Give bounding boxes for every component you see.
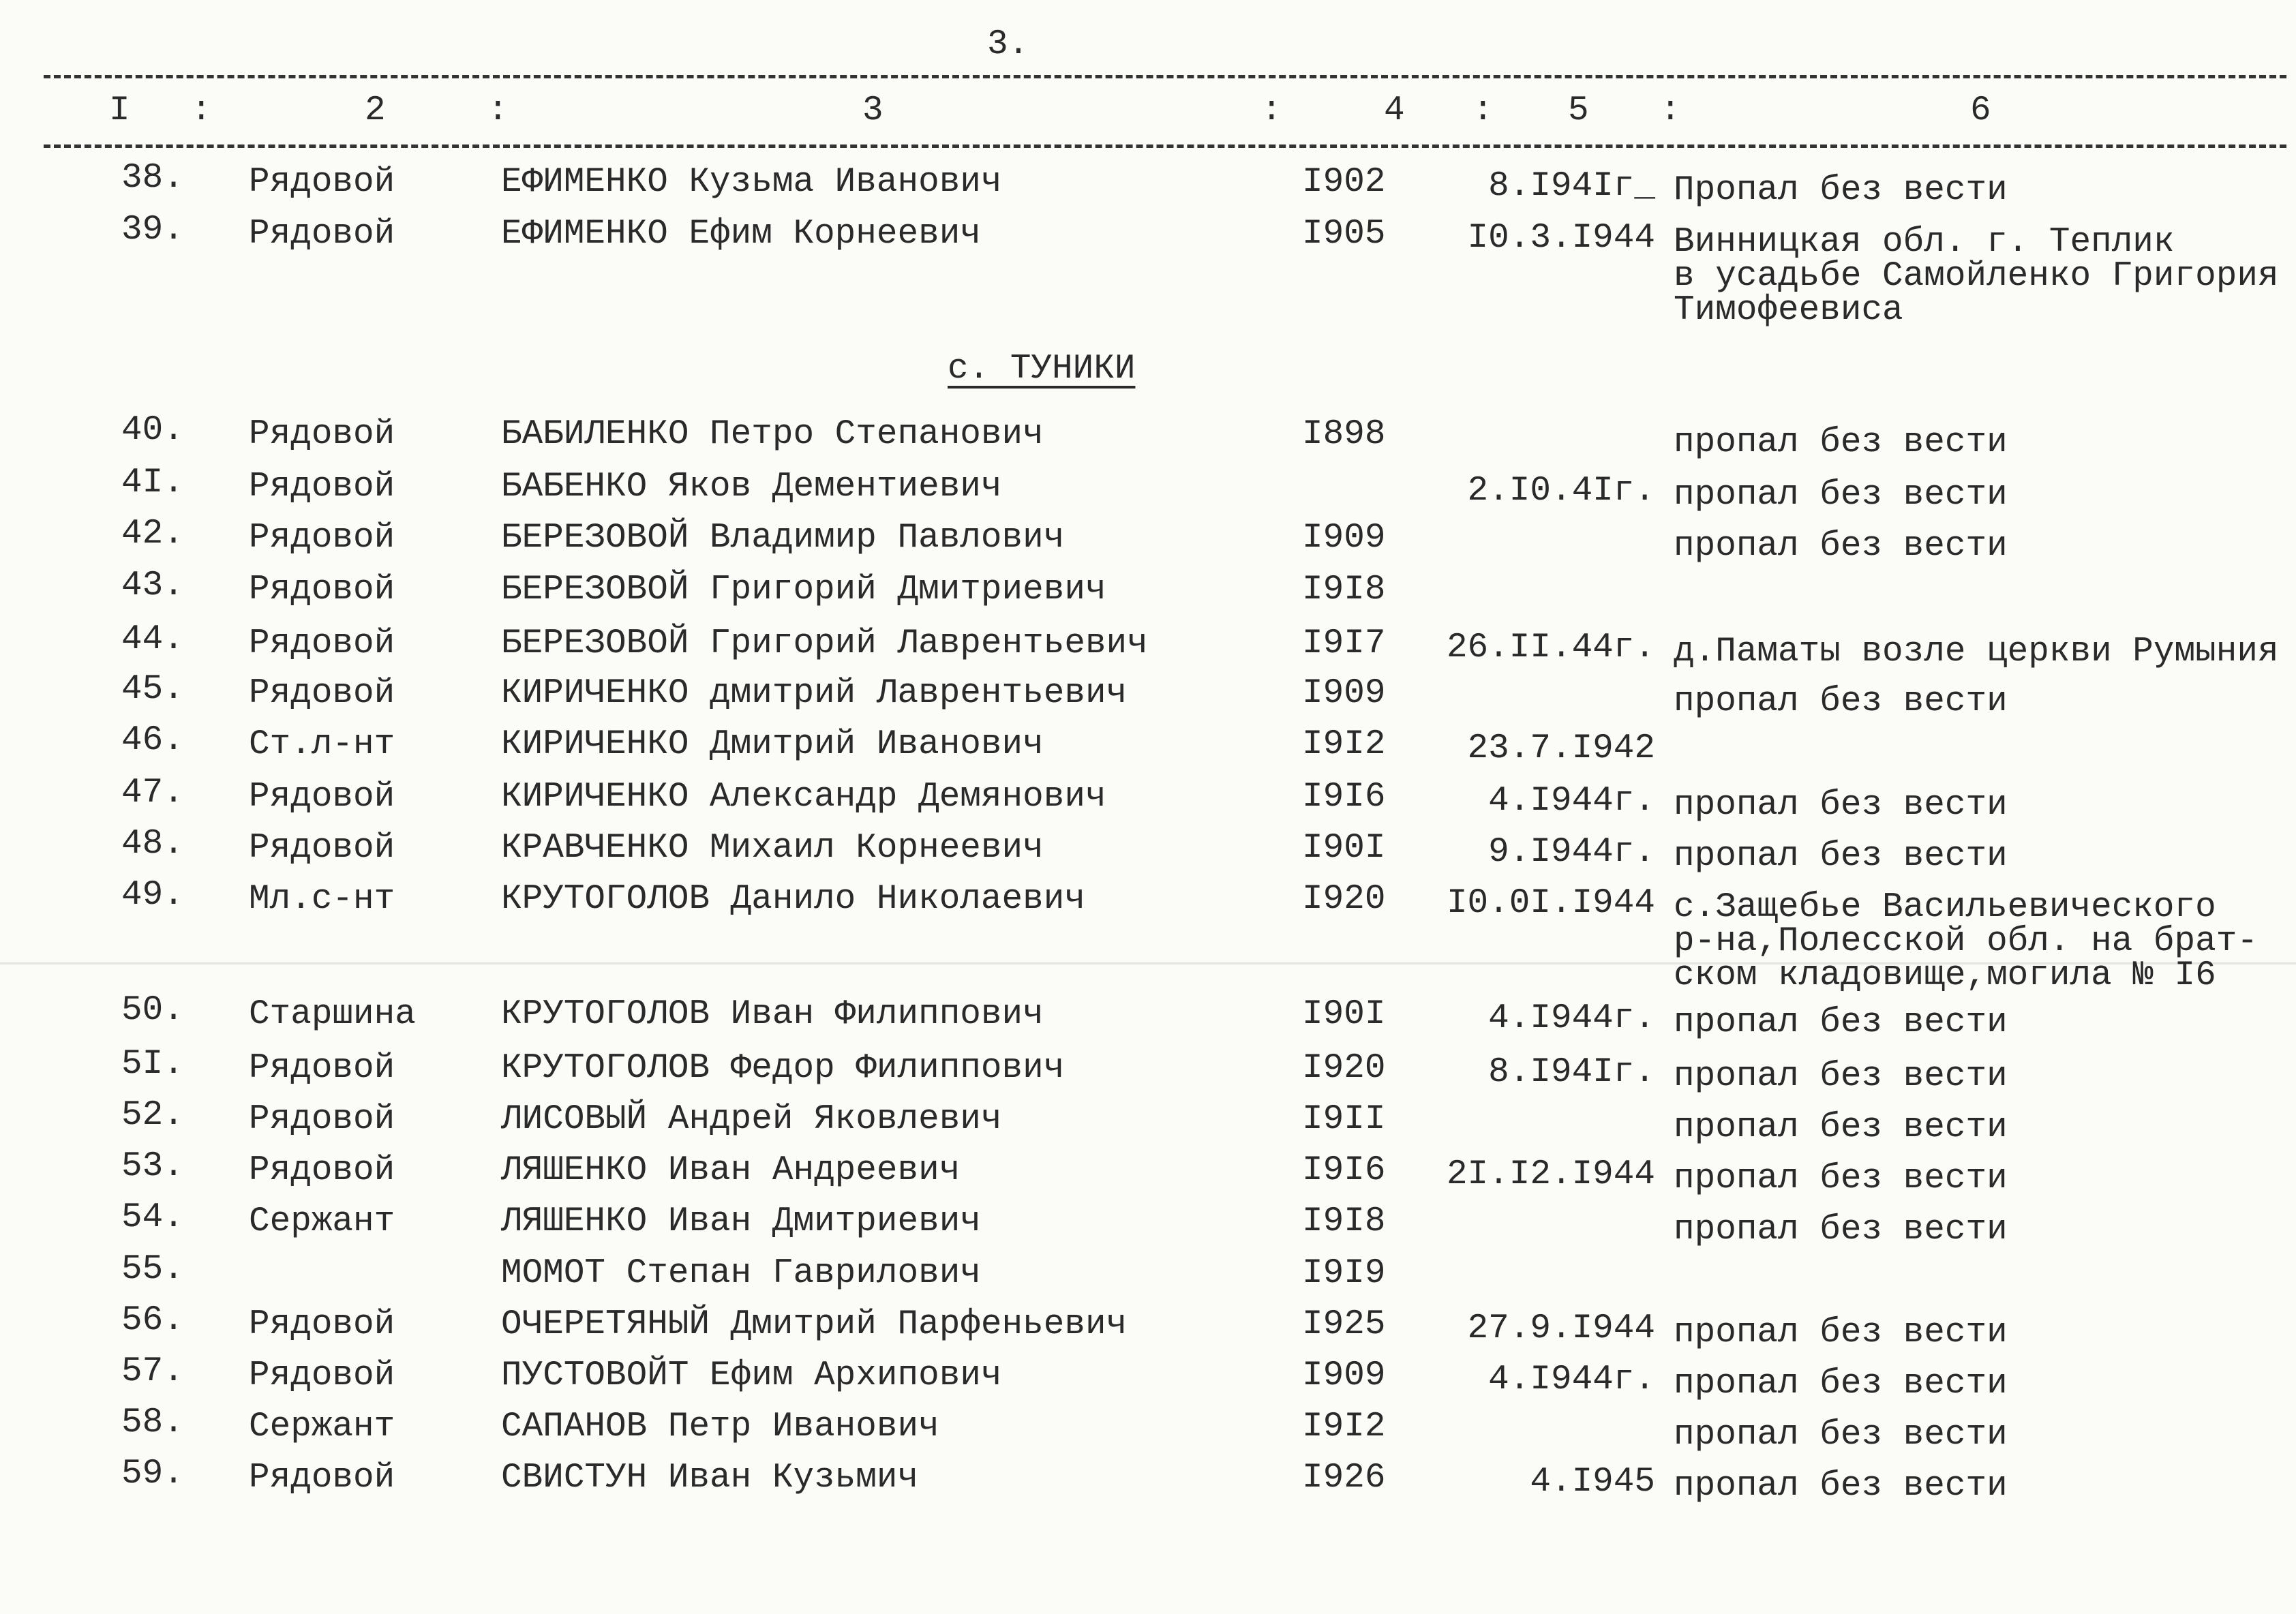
birth-year: I902	[1302, 163, 1386, 202]
row-number: 46.	[121, 721, 184, 760]
full-name: БЕРЕЗОВОЙ Григорий Дмитриевич	[501, 570, 1106, 609]
rank: Рядовой	[249, 468, 395, 506]
fate-or-burial-place: пропал без вести	[1674, 1108, 2008, 1147]
column-header: 6	[1970, 91, 1991, 130]
row-number: 43.	[121, 566, 184, 605]
full-name: БЕРЕЗОВОЙ Владимир Павлович	[501, 519, 1065, 558]
date-of-death: 4.I944г.	[1488, 782, 1655, 821]
row-number: 50.	[121, 991, 184, 1030]
fate-or-burial-place: пропал без вести	[1674, 476, 2008, 515]
row-number: 44.	[121, 620, 184, 659]
full-name: МОМОТ Степан Гаврилович	[501, 1254, 981, 1293]
full-name: ЛИСОВЫЙ Андрей Яковлевич	[501, 1100, 1002, 1139]
birth-year: I9I6	[1302, 778, 1386, 817]
rank: Старшина	[249, 995, 416, 1034]
full-name: ЕФИМЕНКО Кузьма Иванович	[501, 163, 1002, 202]
row-number: 40.	[121, 411, 184, 450]
row-number: 53.	[121, 1147, 184, 1186]
row-number: 48.	[121, 825, 184, 864]
row-number: 54.	[121, 1198, 184, 1237]
fate-or-burial-place: пропал без вести	[1674, 1313, 2008, 1352]
fate-or-burial-place: Пропал без вести	[1674, 171, 2008, 210]
row-number: 49.	[121, 876, 184, 915]
full-name: КРУТОГОЛОВ Данило Николаевич	[501, 880, 1085, 919]
date-of-death: 2.I0.4Iг.	[1467, 472, 1655, 511]
full-name: СВИСТУН Иван Кузьмич	[501, 1459, 919, 1497]
date-of-death: 4.I944г.	[1488, 999, 1655, 1038]
column-separator: :	[191, 91, 212, 130]
rank: Рядовой	[249, 778, 395, 817]
page-number: 3.	[987, 25, 1029, 64]
full-name: БАБИЛЕНКО Петро Степанович	[501, 415, 1044, 454]
birth-year: I898	[1302, 415, 1386, 454]
rank: Рядовой	[249, 1459, 395, 1497]
row-number: 55.	[121, 1250, 184, 1289]
fate-or-burial-place: пропал без вести	[1674, 527, 2008, 566]
date-of-death: 4.I945	[1530, 1463, 1655, 1502]
birth-year: I9I9	[1302, 1254, 1386, 1293]
row-number: 59.	[121, 1455, 184, 1493]
date-of-death: 23.7.I942	[1467, 729, 1655, 768]
full-name: ОЧЕРЕТЯНЫЙ Дмитрий Парфеньевич	[501, 1305, 1128, 1344]
fate-or-burial-place: пропал без вести	[1674, 1467, 2008, 1506]
rank: Рядовой	[249, 163, 395, 202]
row-number: 58.	[121, 1403, 184, 1442]
row-number: 57.	[121, 1352, 184, 1391]
column-header: I	[109, 91, 130, 130]
row-number: 56.	[121, 1301, 184, 1340]
birth-year: I909	[1302, 1356, 1386, 1395]
row-number: 42.	[121, 515, 184, 553]
full-name: ЛЯШЕНКО Иван Андреевич	[501, 1151, 961, 1190]
full-name: КРУТОГОЛОВ Иван Филиппович	[501, 995, 1044, 1034]
fate-or-burial-place: пропал без вести	[1674, 1365, 2008, 1403]
fate-or-burial-place: Тимофеевиса	[1674, 291, 1903, 330]
birth-year: I920	[1302, 1049, 1386, 1088]
column-separator: :	[1472, 91, 1494, 130]
birth-year: I9I8	[1302, 1202, 1386, 1241]
rank: Рядовой	[249, 1049, 395, 1088]
rank: Сержант	[249, 1407, 395, 1446]
fate-or-burial-place: р-на,Полесской обл. на брат-	[1674, 922, 2258, 961]
full-name: КРАВЧЕНКО Михаил Корнеевич	[501, 829, 1044, 868]
rank: Ст.л-нт	[249, 725, 395, 764]
row-number: 4I.	[121, 463, 184, 502]
full-name: КИРИЧЕНКО дмитрий Лаврентьевич	[501, 674, 1128, 713]
birth-year: I920	[1302, 880, 1386, 919]
rank: Мл.с-нт	[249, 880, 395, 919]
birth-year: I90I	[1302, 829, 1386, 868]
date-of-death: 9.I944г.	[1488, 833, 1655, 872]
full-name: БАБЕНКО Яков Дементиевич	[501, 468, 1002, 506]
full-name: КИРИЧЕНКО Дмитрий Иванович	[501, 725, 1044, 764]
row-number: 39.	[121, 211, 184, 249]
full-name: ЕФИМЕНКО Ефим Корнеевич	[501, 215, 981, 254]
fate-or-burial-place: пропал без вести	[1674, 1159, 2008, 1198]
row-number: 38.	[121, 159, 184, 198]
row-number: 45.	[121, 670, 184, 709]
birth-year: I90I	[1302, 995, 1386, 1034]
rank: Рядовой	[249, 674, 395, 713]
fate-or-burial-place: пропал без вести	[1674, 682, 2008, 721]
rank: Рядовой	[249, 1356, 395, 1395]
fate-or-burial-place: ском кладовище,могила № I6	[1674, 956, 2216, 995]
birth-year: I9I2	[1302, 1407, 1386, 1446]
birth-year: I909	[1302, 674, 1386, 713]
fate-or-burial-place: пропал без вести	[1674, 1416, 2008, 1455]
birth-year: I909	[1302, 519, 1386, 558]
date-of-death: 4.I944г.	[1488, 1360, 1655, 1399]
date-of-death: 2I.I2.I944	[1446, 1155, 1655, 1194]
fate-or-burial-place: пропал без вести	[1674, 786, 2008, 825]
birth-year: I905	[1302, 215, 1386, 254]
rank: Рядовой	[249, 1305, 395, 1344]
birth-year: I9II	[1302, 1100, 1386, 1139]
column-header: 5	[1568, 91, 1589, 130]
full-name: КИРИЧЕНКО Александр Демянович	[501, 778, 1106, 817]
rank: Рядовой	[249, 1151, 395, 1190]
row-number: 52.	[121, 1096, 184, 1135]
full-name: КРУТОГОЛОВ Федор Филиппович	[501, 1049, 1065, 1088]
date-of-death: 8.I94Iг_	[1488, 167, 1655, 206]
date-of-death: 27.9.I944	[1467, 1309, 1655, 1348]
full-name: ПУСТОВОЙТ Ефим Архипович	[501, 1356, 1002, 1395]
rank: Рядовой	[249, 215, 395, 254]
birth-year: I926	[1302, 1459, 1386, 1497]
full-name: ЛЯШЕНКО Иван Дмитриевич	[501, 1202, 981, 1241]
fate-or-burial-place: Винницкая обл. г. Теплик	[1674, 223, 2175, 262]
birth-year: I925	[1302, 1305, 1386, 1344]
fate-or-burial-place: в усадьбе Самойленко Григория	[1674, 257, 2279, 296]
rank: Сержант	[249, 1202, 395, 1241]
row-number: 5I.	[121, 1045, 184, 1084]
fate-or-burial-place: пропал без вести	[1674, 423, 2008, 462]
column-separator: :	[487, 91, 509, 130]
birth-year: I9I7	[1302, 624, 1386, 663]
row-number: 47.	[121, 774, 184, 812]
column-header: 3	[862, 91, 883, 130]
fate-or-burial-place: пропал без вести	[1674, 1057, 2008, 1096]
section-heading: с. ТУНИКИ	[948, 350, 1136, 389]
fate-or-burial-place: пропал без вести	[1674, 1210, 2008, 1249]
date-of-death: 26.II.44г.	[1446, 628, 1655, 667]
birth-year: I9I2	[1302, 725, 1386, 764]
fate-or-burial-place: д.Паматы возле церкви Румыния	[1674, 633, 2279, 671]
rank: Рядовой	[249, 624, 395, 663]
column-separator: :	[1261, 91, 1282, 130]
full-name: БЕРЕЗОВОЙ Григорий Лаврентьевич	[501, 624, 1148, 663]
date-of-death: I0.3.I944	[1467, 219, 1655, 258]
rank: Рядовой	[249, 1100, 395, 1139]
birth-year: I9I8	[1302, 570, 1386, 609]
fate-or-burial-place: пропал без вести	[1674, 1003, 2008, 1042]
full-name: САПАНОВ Петр Иванович	[501, 1407, 939, 1446]
header-top-rule	[44, 75, 2286, 78]
fate-or-burial-place: пропал без вести	[1674, 837, 2008, 876]
date-of-death: I0.0I.I944	[1446, 884, 1655, 923]
rank: Рядовой	[249, 570, 395, 609]
fate-or-burial-place: с.Защебье Васильевического	[1674, 888, 2216, 927]
header-bottom-rule	[44, 144, 2286, 148]
date-of-death: 8.I94Iг.	[1488, 1053, 1655, 1092]
column-header: 4	[1384, 91, 1405, 130]
rank: Рядовой	[249, 519, 395, 558]
column-header: 2	[365, 91, 386, 130]
birth-year: I9I6	[1302, 1151, 1386, 1190]
column-separator: :	[1660, 91, 1681, 130]
rank: Рядовой	[249, 415, 395, 454]
rank: Рядовой	[249, 829, 395, 868]
